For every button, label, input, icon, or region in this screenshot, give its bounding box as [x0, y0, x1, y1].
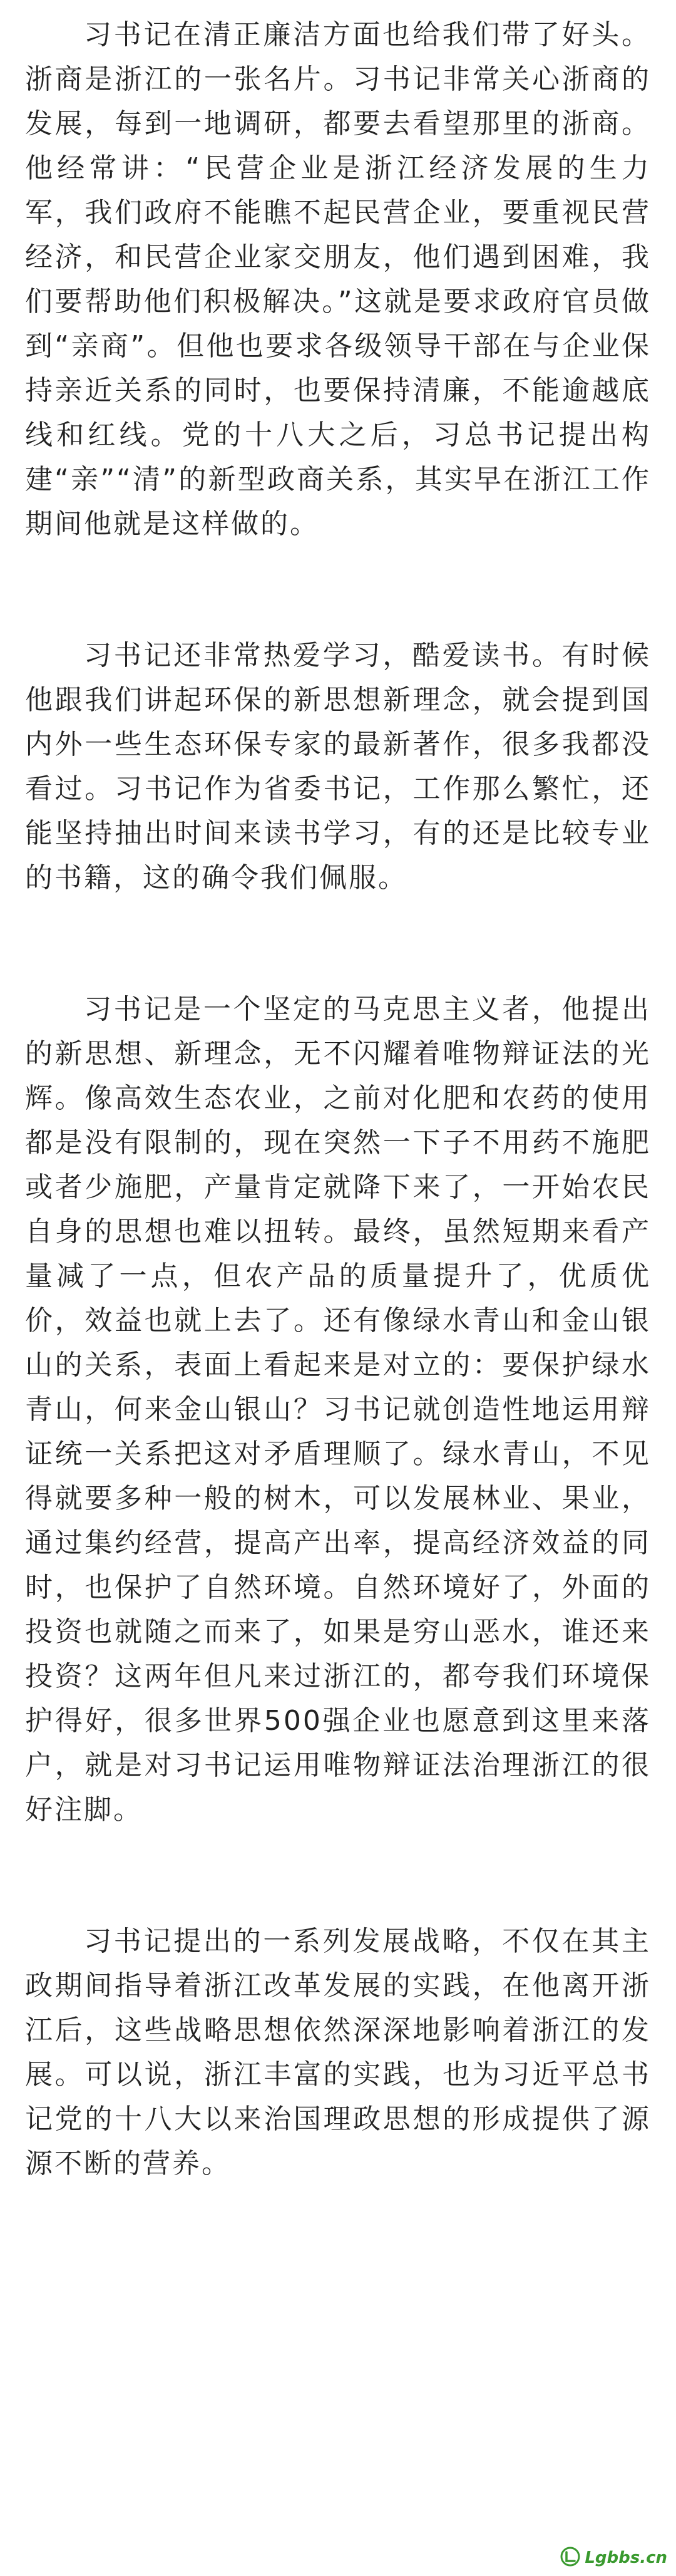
article-paragraph-2: 习书记还非常热爱学习，酷爱读书。有时候他跟我们讲起环保的新思想新理念，就会提到国内外一些生态环保专家的最新著作，很多我都没看过。习书记作为省委书记，工作那么繁忙，还能坚持抽出时间来读书学习，有的还是比较专业的书籍，这的确令我们佩服。 — [25, 639, 651, 894]
article-paragraph-4: 习书记提出的一系列发展战略，不仅在其主政期间指导着浙江改革发展的实践，在他离开浙江后，这些战略思想依然深深地影响着浙江的发展。可以说，浙江丰富的实践，也为习近平总书记党的十八大以来治国理政思想的形成提供了源源不断的营养。 — [25, 1925, 651, 2180]
lgbbs-logo-icon — [560, 2546, 581, 2570]
site-watermark — [560, 2546, 667, 2570]
watermark-text: Lgbbs.cn — [585, 2548, 667, 2567]
article-paragraph-1: 习书记在清正廉洁方面也给我们带了好头。浙商是浙江的一张名片。习书记非常关心浙商的发展，每到一地调研，都要去看望那里的浙商。他经常讲：“民营企业是浙江经济发展的生力军，我们政府不能瞧不起民营企业，要重视民营经济，和民营企业家交朋友，他们遇到困难，我们要帮助他们积极解决。”这就是要求政府官员做到“亲商”。但他也要求各级领导干部在与企业保持亲近关系的同时，也要保持清廉，不能逾越底线和红线。党的十八大之后，习总书记提出构建“亲”“清”的新型政商关系，其实早在浙江工作期间他就是这样做的。 — [25, 19, 651, 540]
article-paragraph-3: 习书记是一个坚定的马克思主义者，他提出的新思想、新理念，无不闪耀着唯物辩证法的光辉。像高效生态农业，之前对化肥和农药的使用都是没有限制的，现在突然一下子不用药不施肥或者少施肥，产量肯定就降下来了，一开始农民自身的思想也难以扭转。最终，虽然短期来看产量减了一点，但农产品的质量提升了，优质优价，效益也就上去了。还有像绿水青山和金山银山的关系，表面上看起来是对立的：要保护绿水青山，何来金山银山？习书记就创造性地运用辩证统一关系把这对矛盾理顺了。绿水青山，不见得就要多种一般的树木，可以发展林业、果业，通过集约经营，提高产出率，提高经济效益的同时，也保护了自然环境。自然环境好了，外面的投资也就随之而来了，如果是穷山恶水，谁还来投资？这两年但凡来过浙江的，都夸我们环境保护得好，很多世界500强企业也愿意到这里来落户，就是对习书记运用唯物辩证法治理浙江的很好注脚。 — [25, 993, 651, 1826]
